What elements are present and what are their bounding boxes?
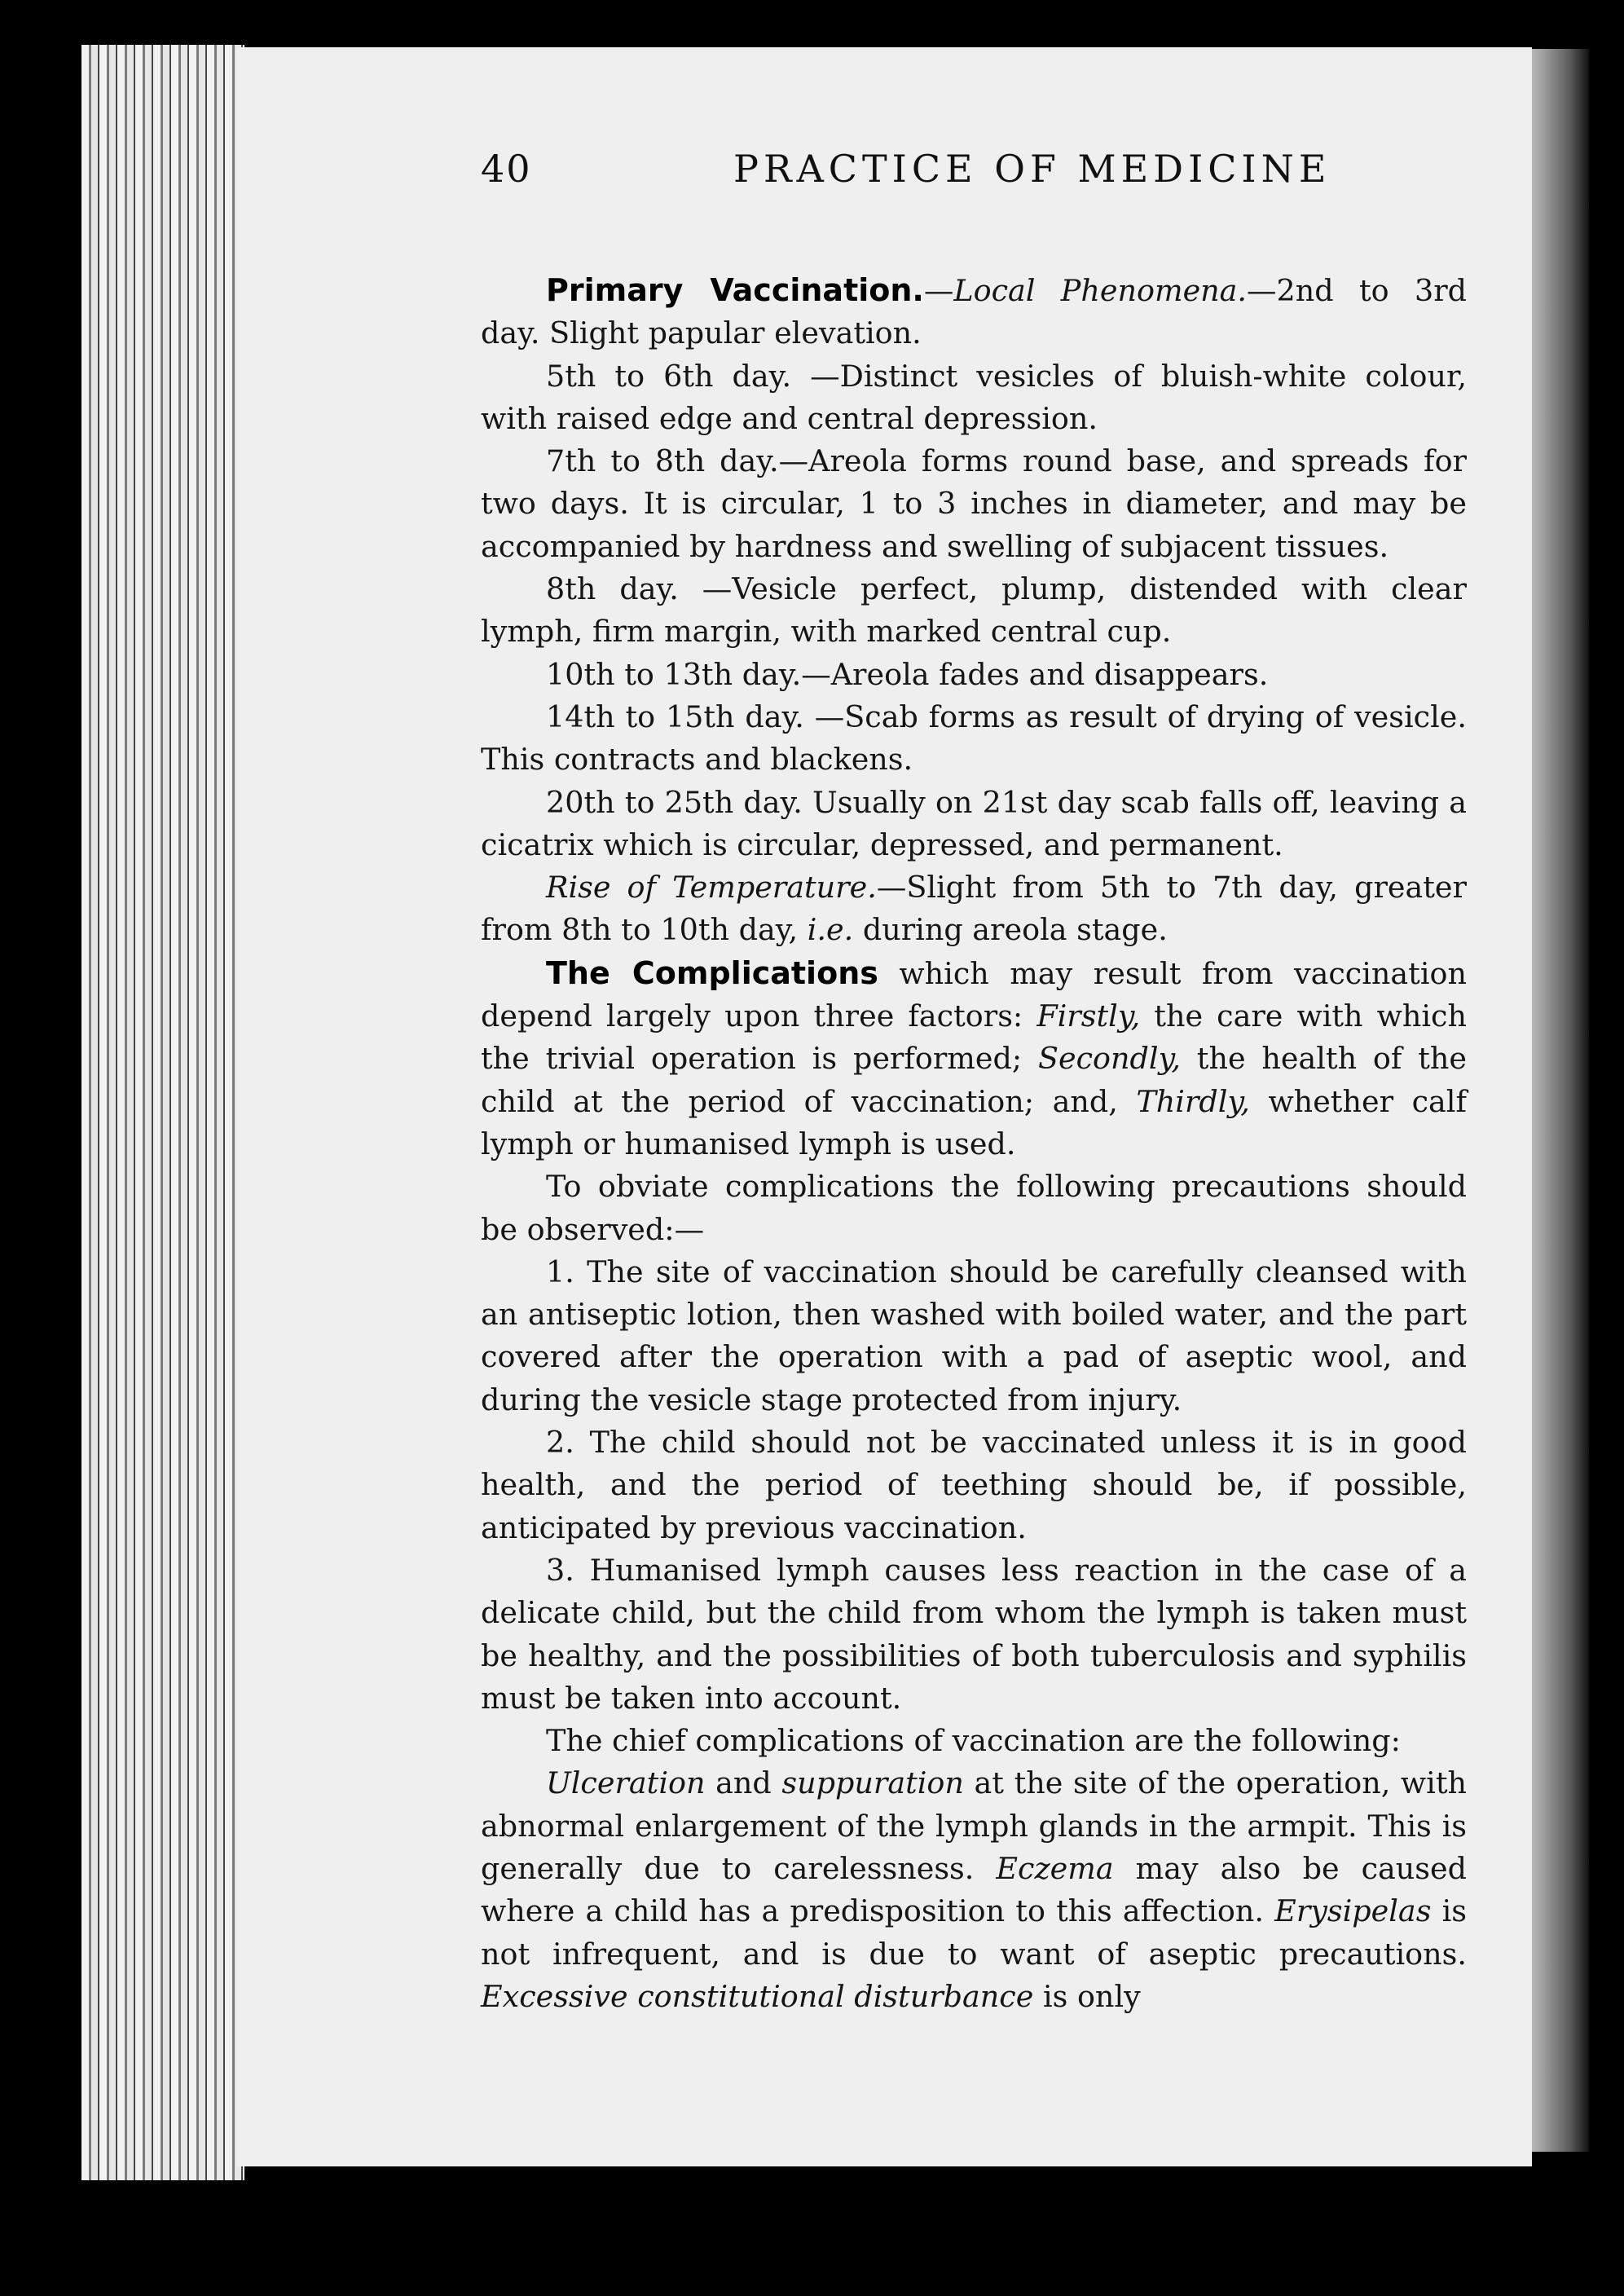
- italic-term: Firstly,: [1036, 998, 1141, 1034]
- italic-term: Eczema: [996, 1850, 1114, 1886]
- paragraph: 7th to 8th day.—Areola forms round base, and spreads for two days. It is circular, 1 to 3 inches in diameter, and may be accompanied by hardness and swelling of subjacent tissues.: [481, 443, 1467, 564]
- paragraph: 14th to 15th day. —Scab forms as result of drying of vesicle. This contracts and blackens.: [481, 698, 1467, 778]
- italic-term: Thirdly,: [1136, 1083, 1250, 1119]
- list-item: 1. The site of vaccination should be carefully cleansed with an antiseptic lotion, then washed with boiled water, and the part covered after the operation with a pad of aseptic wool, and during the vesicle stage protected from injury.: [481, 1254, 1467, 1417]
- italic-term: Local Phenomena.: [953, 273, 1248, 308]
- paragraph: To obviate complications the following precautions should be observed:—: [481, 1169, 1467, 1247]
- list-item: 2. The child should not be vaccinated unless it is in good health, and the period of teething should be, if possible, anticipated by previous vaccination.: [481, 1425, 1467, 1545]
- paragraph-complication-list: Ulceration and suppuration at the site of the operation, with abnormal enlargement of the lymph glands in the armpit. This is generally due to carelessness. Eczema may also be caused where a child has a predisposition to this affection. Erysipelas is not infrequent, and is due to want of aseptic precautions. Excessive constitutional disturbance is only: [481, 1765, 1468, 2014]
- section-heading: Primary Vaccination.: [546, 272, 924, 308]
- italic-term: Rise of Temperature.: [546, 870, 877, 906]
- italic-term: Ulceration: [546, 1765, 706, 1801]
- running-title: PRACTICE OF MEDICINE: [733, 147, 1331, 191]
- section-heading: The Complications: [546, 954, 878, 991]
- italic-term: Excessive constitutional disturbance: [481, 1978, 1034, 2014]
- paragraph: 5th to 6th day. —Distinct vesicles of bluish-white colour, with raised edge and central depression.: [481, 358, 1467, 436]
- page-header: [244, 139, 1467, 204]
- paragraph: 10th to 13th day.—Areola fades and disappears.: [546, 656, 1269, 692]
- italic-term: Erysipelas: [1274, 1893, 1432, 1929]
- paragraph-complications: The Complications which may result from vaccination depend largely upon three factors: Firstly, the care with which the trivial operation is performed; Secondly, the health of the child at the period of vaccination; and, Thirdly, whether calf lymph or humanised lymph is used.: [481, 954, 1468, 1161]
- list-item: 3. Humanised lymph causes less reaction in the case of a delicate child, but the child from whom the lymph is taken must be healthy, and the possibilities of both tuberculosis and syphilis must be taken into account.: [481, 1552, 1467, 1716]
- paragraph: 8th day. —Vesicle perfect, plump, distended with clear lymph, firm margin, with marked central cup.: [481, 571, 1467, 650]
- paragraph: The chief complications of vaccination are the following:: [546, 1723, 1401, 1759]
- italic-term: i.e.: [807, 912, 854, 948]
- book-spine: [81, 45, 244, 2180]
- page-number: 40: [481, 147, 532, 191]
- italic-term: Secondly,: [1038, 1041, 1181, 1077]
- paragraph-temperature: Rise of Temperature.—Slight from 5th to 7th day, greater from 8th to 10th day, i.e. during areola stage.: [481, 870, 1467, 948]
- paragraph-primary-vaccination: Primary Vaccination.—Local Phenomena.—2nd to 3rd day. Slight papular elevation.: [481, 272, 1468, 351]
- page-body: [481, 269, 1467, 2018]
- italic-term: suppuration: [781, 1765, 964, 1801]
- paragraph: 20th to 25th day. Usually on 21st day scab falls off, leaving a cicatrix which is circular, depressed, and permanent.: [481, 784, 1467, 862]
